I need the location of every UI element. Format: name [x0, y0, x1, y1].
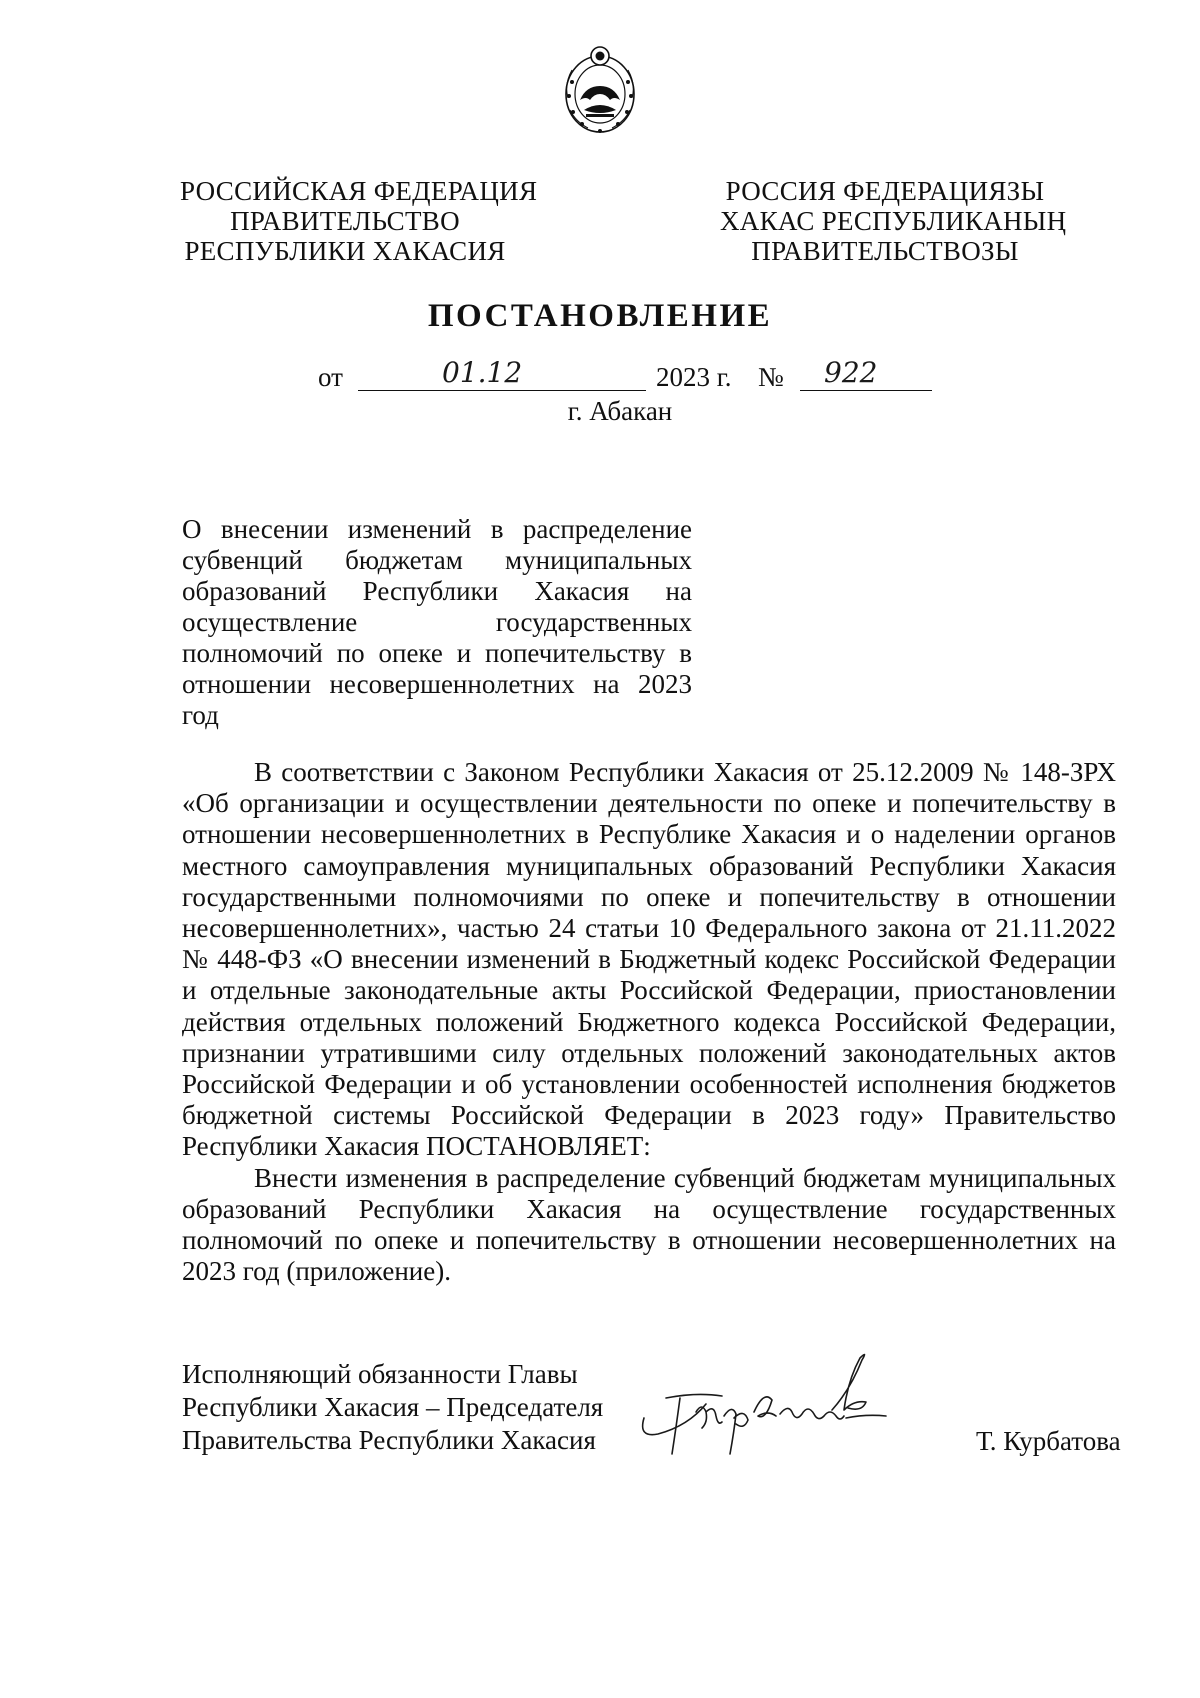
header-left-line-2: ПРАВИТЕЛЬСТВО — [230, 206, 460, 236]
header-left-line-1: РОССИЙСКАЯ ФЕДЕРАЦИЯ — [180, 176, 538, 206]
signer-name: Т. Курбатова — [976, 1426, 1121, 1456]
header-khakas — [720, 176, 1067, 266]
header-left-line-3: РЕСПУБЛИКИ ХАКАСИЯ — [184, 236, 506, 266]
signer-position-line-3: Правительства Республики Хакасия — [182, 1425, 596, 1455]
date-underline — [358, 390, 646, 391]
body-paragraph-1: В соответствии с Законом Республики Хакасия от 25.12.2009 № 148-ЗРХ «Об организации и осуществлении деятельности по опеке и попечительству в отношении несовершеннолетних в Республике Хакасия и о наделении органов местного самоуправления муниципальных образований Республики Хакасия государственными полномочиями по опеке и попечительству в отношении несовершеннолетних», частью 24 статьи 10 Федерального закона от 21.11.2022 № 448-ФЗ «О внесении изменений в Бюджетный кодекс Российской Федерации и отдельные законодательные акты Российской Федерации, приостановлении действия отдельных положений Бюджетного кодекса Российской Федерации, признании утратившими силу отдельных положений законодательных актов Российской Федерации и об установлении особенностей исполнения бюджетов бюджетной системы Российской Федерации в 2023 году» Правительство Республики Хакасия ПОСТАНОВЛЯЕТ: — [182, 757, 1116, 1162]
document-type-title: ПОСТАНОВЛЕНИЕ — [427, 298, 773, 334]
header-right-line-2: ХАКАС РЕСПУБЛИКАНЫҢ — [720, 206, 1067, 236]
number-handwritten: 922 — [824, 356, 878, 389]
body-paragraph-2: Внести изменения в распределение субвенций бюджетам муниципальных образований Республики Хакасия на осуществление государственных полномочий по опеке и попечительству в отношении несовершеннолетних на 2023 год (приложение). — [182, 1162, 1116, 1287]
signer-position-line-1: Исполняющий обязанности Главы — [182, 1359, 578, 1389]
date-handwritten: 01.12 — [442, 356, 523, 389]
coat-of-arms-icon — [558, 40, 642, 140]
signer-position-line-2: Республики Хакасия – Председателя — [182, 1392, 604, 1422]
document-body — [182, 757, 1116, 1287]
signer-position — [182, 1358, 603, 1457]
date-prefix: от — [318, 362, 343, 392]
year-suffix: 2023 г. — [656, 362, 732, 392]
header-russian — [180, 176, 538, 266]
header-right-line-3: ПРАВИТЕЛЬСТВОЗЫ — [751, 236, 1019, 266]
header-right-line-1: РОССИЯ ФЕДЕРАЦИЯЗЫ — [725, 176, 1045, 206]
document-subject: О внесении изменений в распределение субвенций бюджетам муниципальных образований Республики Хакасия на осуществление государственных полномочий по опеке и попечительству в отношении несовершеннолетних на 2023 год — [182, 514, 692, 730]
handwritten-signature — [636, 1352, 916, 1472]
number-underline — [800, 390, 932, 391]
number-label: № — [758, 362, 784, 392]
city-name: г. Абакан — [567, 396, 673, 426]
